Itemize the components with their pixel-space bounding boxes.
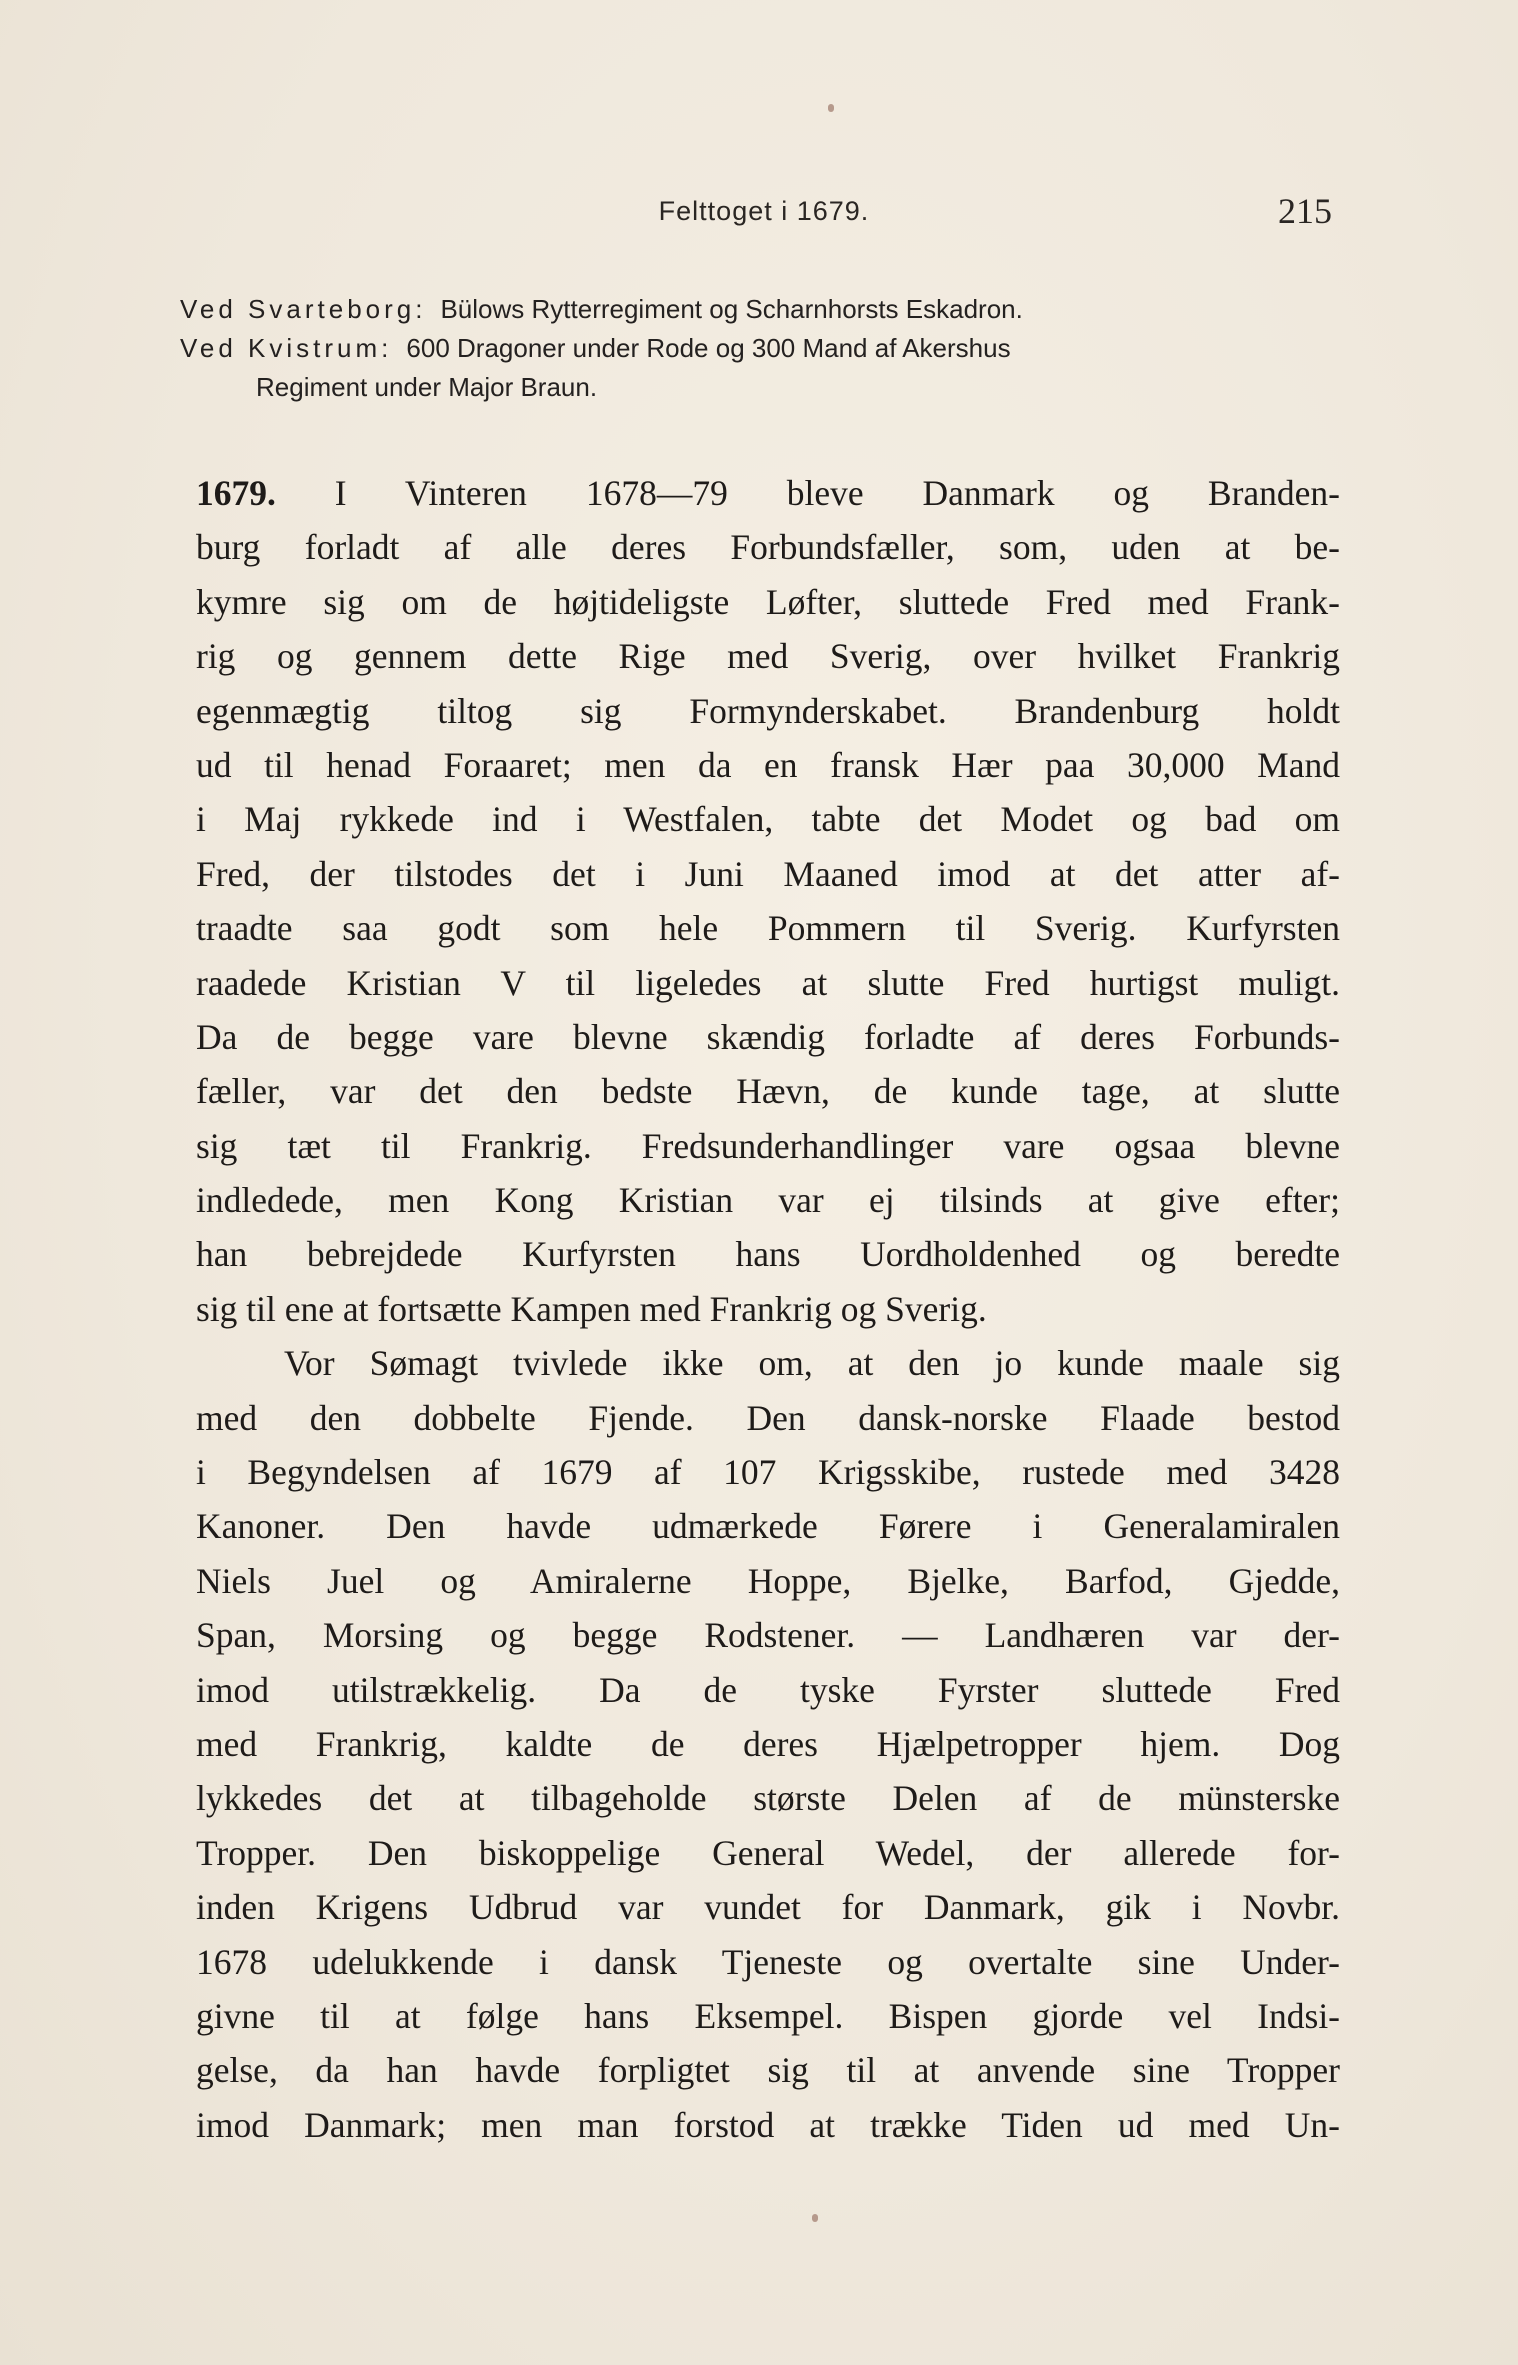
text-line: Tropper. Den biskoppelige General Wedel, der allerede for-: [196, 1832, 1340, 1873]
year-heading: 1679.: [196, 473, 276, 513]
text-line: fæller, var det den bedste Hævn, de kunde tage, at slutte: [196, 1071, 1340, 1112]
text-line: Niels Juel og Amiralerne Hoppe, Bjelke, Barfod, Gjedde,: [196, 1560, 1340, 1601]
text-line: indledede, men Kong Kristian var ej tilsinds at give efter;: [196, 1180, 1340, 1221]
text-line: sig tæt til Frankrig. Fredsunderhandlinger vare ogsaa blevne: [196, 1125, 1340, 1166]
army-entry-svarteborg: [180, 290, 1340, 329]
text-line: Fred, der tilstodes det i Juni Maaned imod at det atter af-: [196, 853, 1340, 894]
text-line: 1679. I Vinteren 1678—79 bleve Danmark og Branden-: [196, 473, 1340, 513]
text-line: kymre sig om de højtideligste Løfter, sluttede Fred med Frank-: [196, 581, 1340, 622]
text-line: Span, Morsing og begge Rodstener. — Landhæren var der-: [196, 1615, 1340, 1656]
text-line: raadede Kristian V til ligeledes at slutte Fred hurtigst muligt.: [196, 962, 1340, 1003]
text-line: traadte saa godt som hele Pommern til Sverig. Kurfyrsten: [196, 908, 1340, 949]
text-line: gelse, da han havde forpligtet sig til at anvende sine Tropper: [196, 2050, 1340, 2091]
text-line: ud til henad Foraaret; men da en fransk Hær paa 30,000 Mand: [196, 744, 1340, 785]
text-line: burg forladt af alle deres Forbundsfæller, som, uden at be-: [196, 527, 1340, 568]
text-line: egenmægtig tiltog sig Formynderskabet. Brandenburg holdt: [196, 690, 1340, 731]
text-line: i Begyndelsen af 1679 af 107 Krigsskibe, rustede med 3428: [196, 1452, 1340, 1493]
text-line: givne til at følge hans Eksempel. Bispen gjorde vel Indsi-: [196, 1995, 1340, 2036]
army-disposition-list: [180, 290, 1340, 407]
page-number: 215: [1278, 191, 1332, 231]
text-line: imod Danmark; men man forstod at trække Tiden ud med Un-: [196, 2104, 1340, 2145]
text-line: 1678 udelukkende i dansk Tjeneste og overtalte sine Under-: [196, 1941, 1340, 1982]
text-line: i Maj rykkede ind i Westfalen, tabte det Modet og bad om: [196, 799, 1340, 840]
text-line: Kanoner. Den havde udmærkede Førere i Generalamiralen: [196, 1506, 1340, 1547]
army-place: Ved Svarteborg:: [180, 294, 427, 324]
army-entry-kvistrum: [180, 329, 1340, 368]
army-units: Bülows Rytterregiment og Scharnhorsts Eskadron.: [440, 294, 1023, 324]
text-line: lykkedes det at tilbageholde største Delen af de münsterske: [196, 1778, 1340, 1819]
text-line: med Frankrig, kaldte de deres Hjælpetropper hjem. Dog: [196, 1723, 1340, 1764]
text-line: med den dobbelte Fjende. Den dansk-norske Flaade bestod: [196, 1397, 1340, 1438]
text-line: rig og gennem dette Rige med Sverig, over hvilket Frankrig: [196, 636, 1340, 677]
running-head: [196, 191, 1332, 240]
army-entry-continuation: [180, 368, 1340, 407]
paper-speck: [812, 2214, 818, 2222]
army-units: Regiment under Major Braun.: [256, 372, 598, 402]
running-title: Felttoget i 1679.: [658, 196, 870, 226]
body-text: [196, 466, 1340, 2152]
paper-speck: [828, 104, 834, 112]
text-line: Vor Sømagt tvivlede ikke om, at den jo kunde maale sig: [284, 1343, 1340, 1384]
army-place: Ved Kvistrum:: [180, 333, 393, 363]
text-line: imod utilstrækkelig. Da de tyske Fyrster sluttede Fred: [196, 1669, 1340, 1710]
text-line: inden Krigens Udbrud var vundet for Danmark, gik i Novbr.: [196, 1887, 1340, 1928]
text-line: sig til ene at fortsætte Kampen med Frankrig og Sverig.: [196, 1288, 987, 1329]
text-line: Da de begge vare blevne skændig forladte af deres Forbunds-: [196, 1016, 1340, 1057]
army-units: 600 Dragoner under Rode og 300 Mand af Akershus: [406, 333, 1011, 363]
text-line: han bebrejdede Kurfyrsten hans Uordholdenhed og beredte: [196, 1234, 1340, 1275]
